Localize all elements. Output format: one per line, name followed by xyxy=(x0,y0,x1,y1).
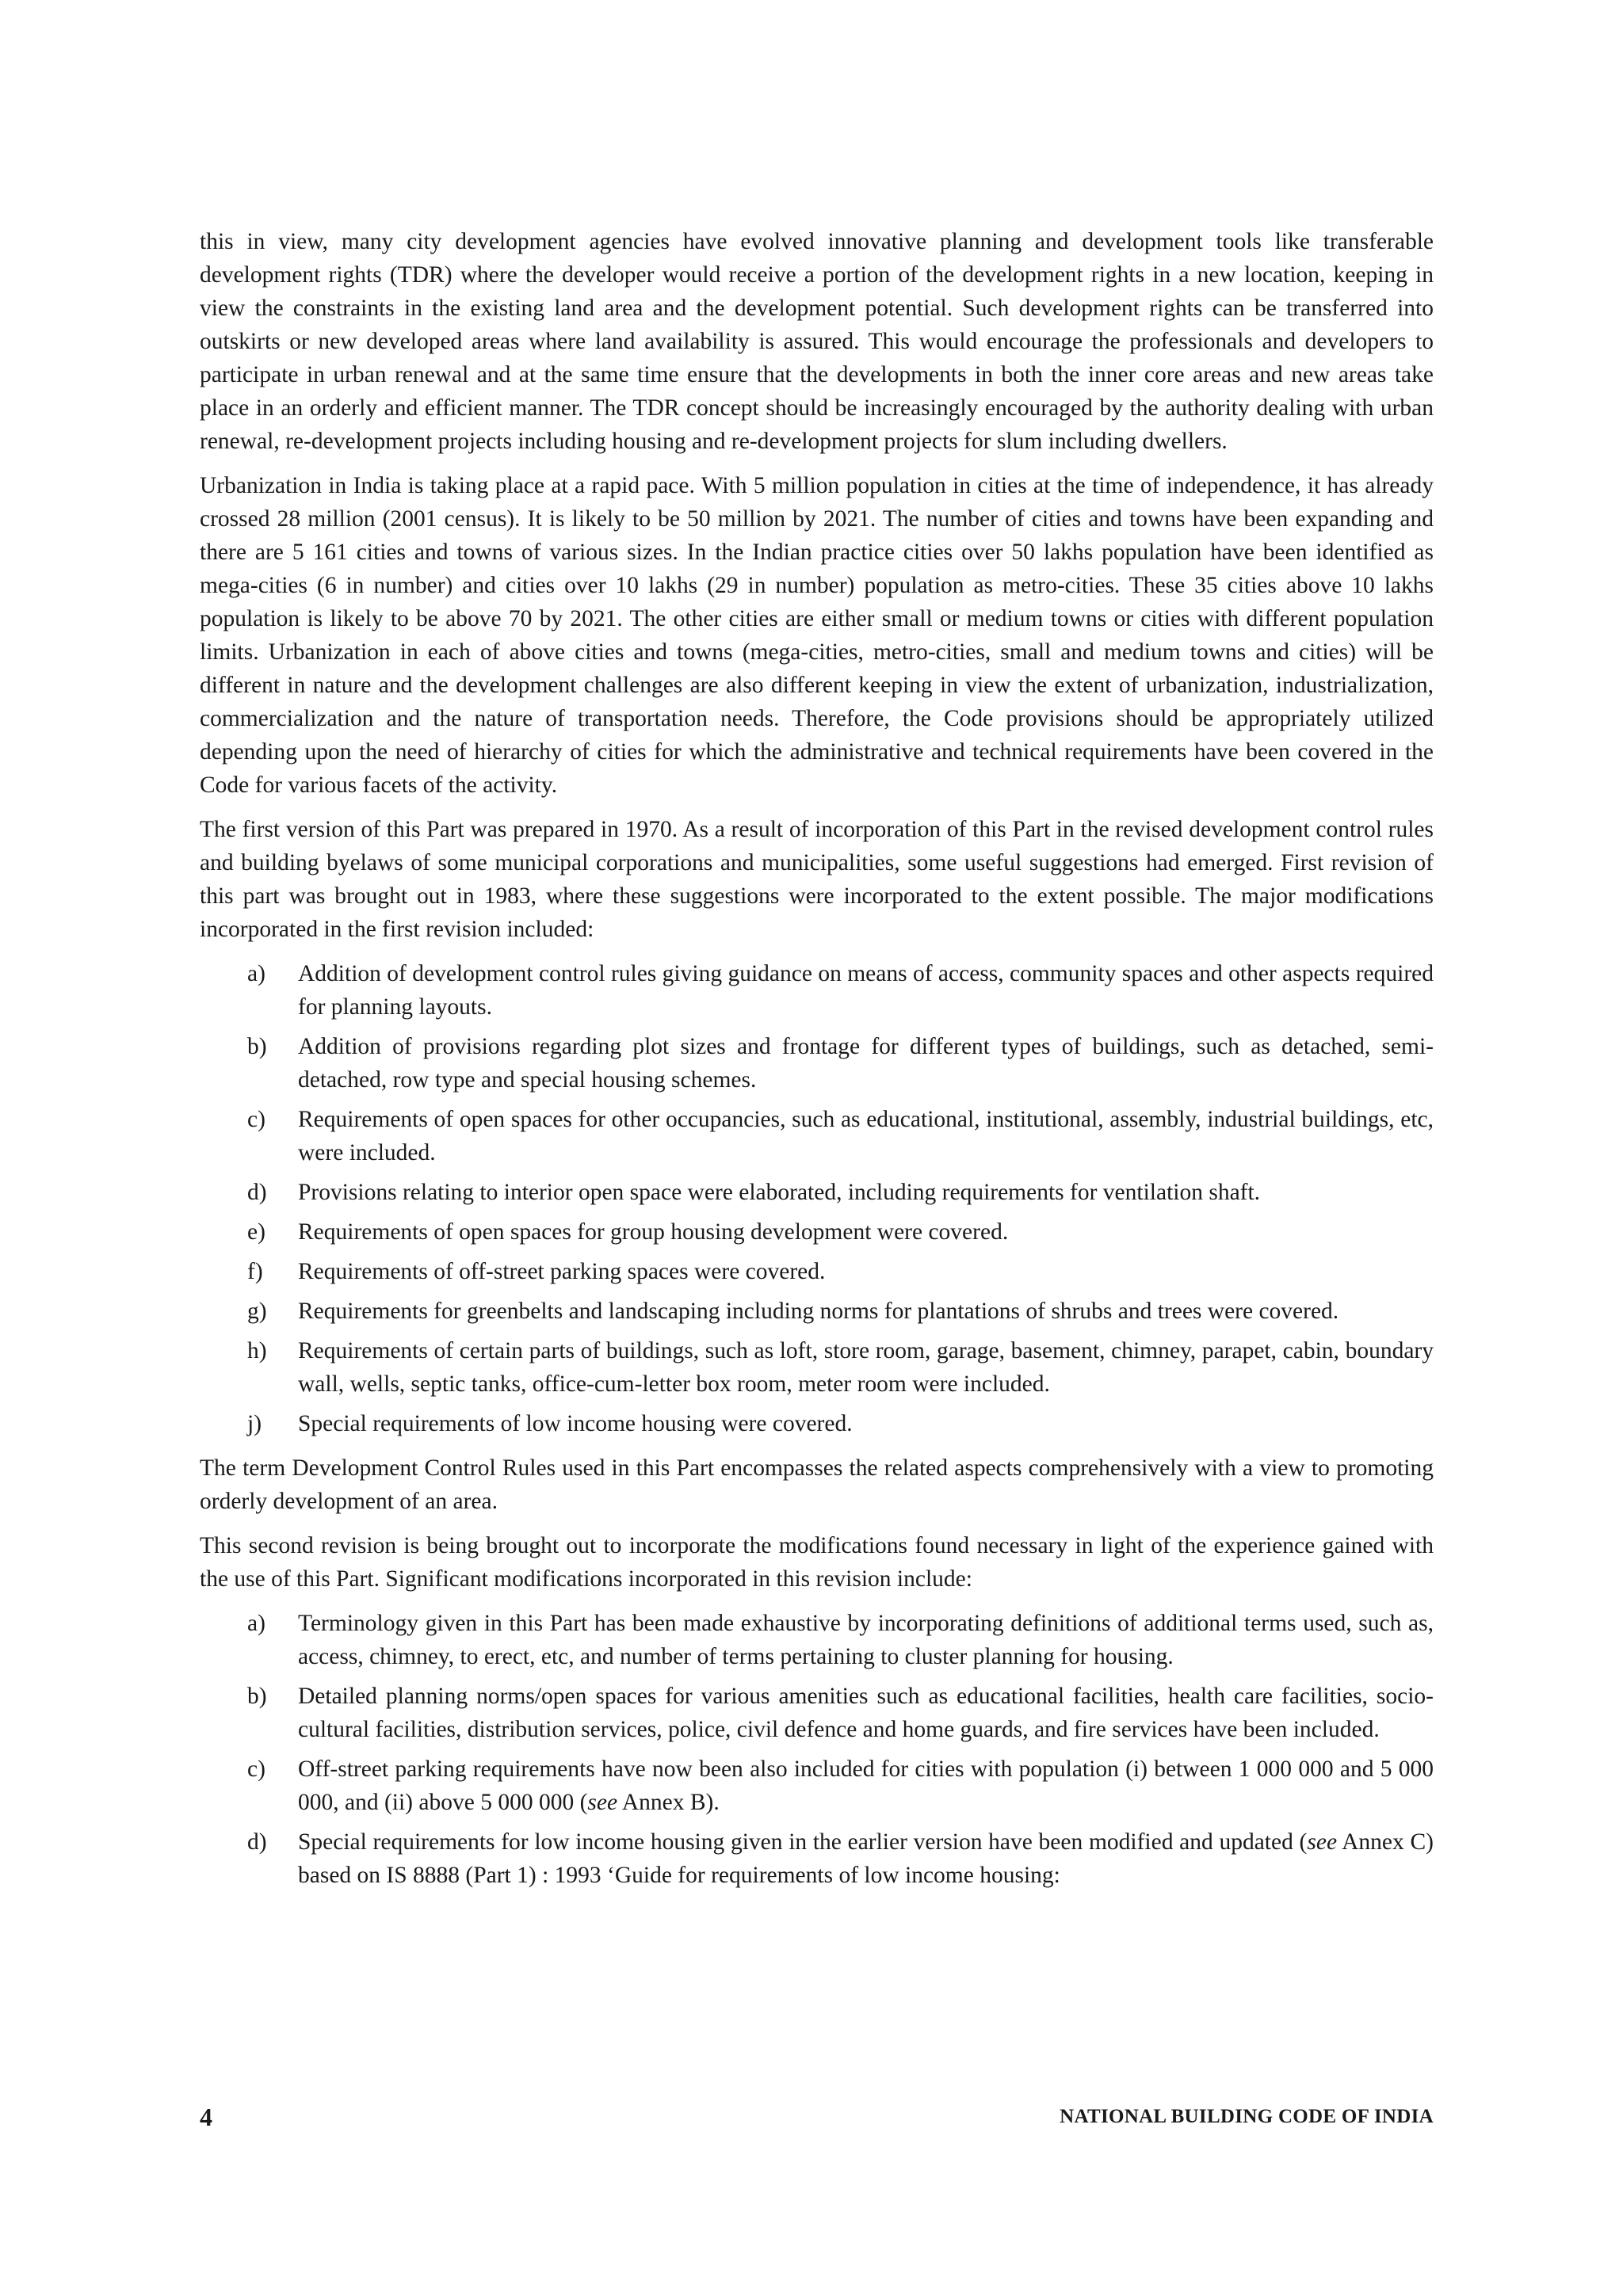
list-item xyxy=(200,1030,1434,1097)
list-item-text: Addition of provisions regarding plot sizes and frontage for different types of buildings, such as detached, semi-detached, row type and special housing schemes. xyxy=(298,1034,1434,1093)
list-item-label: h) xyxy=(247,1338,267,1363)
list-item xyxy=(200,1825,1434,1892)
list-item-text-end: Annex B). xyxy=(617,1790,720,1815)
list-item-text: Requirements for greenbelts and landscaping including norms for plantations of shrubs and trees were covered. xyxy=(298,1299,1339,1324)
list-item-text: Requirements of open spaces for group housing development were covered. xyxy=(298,1219,1009,1245)
list-item xyxy=(200,1407,1434,1440)
list-item-label: c) xyxy=(247,1756,265,1782)
list-item-label: j) xyxy=(247,1411,262,1436)
list-item-text-end: Annex C) based on IS 8888 (Part 1) : 1993 ‘Guide for requirements of low income housing: xyxy=(298,1829,1434,1888)
list-item-label: d) xyxy=(247,1829,267,1855)
second-revision-list xyxy=(200,1607,1434,1892)
list-item xyxy=(200,1680,1434,1746)
paragraph-tdr: this in view, many city development agencies have evolved innovative planning and development tools like transferable development rights (TDR) where the developer would receive a portion of the development rights in a new location, keeping in view the constraints in the existing land area and the development potential. Such development rights can be transferred into outskirts or new developed areas where land availability is assured. This would encourage the professionals and developers to participate in urban renewal and at the same time ensure that the developments in both the inner core areas and new areas take place in an orderly and efficient manner. The TDR concept should be increasingly encouraged by the authority dealing with urban renewal, re-development projects including housing and re-development projects for slum including dwellers. xyxy=(200,229,1434,454)
list-item xyxy=(200,1607,1434,1673)
list-item-label: g) xyxy=(247,1299,267,1324)
list-item xyxy=(200,1103,1434,1169)
paragraph-second-revision: This second revision is being brought out to incorporate the modifications found necessary in light of the experience gained with the use of this Part. Significant modifications incorporated in this revision include: xyxy=(200,1533,1434,1592)
paragraph-urbanization: Urbanization in India is taking place at a rapid pace. With 5 million population in cities at the time of independence, it has already crossed 28 million (2001 census). It is likely to be 50 million by 2021. The number of cities and towns have been expanding and there are 5 161 cities and towns of various sizes. In the Indian practice cities over 50 lakhs population have been identified as mega-cities (6 in number) and cities over 10 lakhs (29 in number) population as metro-cities. These 35 cities above 10 lakhs population is likely to be above 70 by 2021. The other cities are either small or medium towns or cities with different population limits. Urbanization in each of above cities and towns (mega-cities, metro-cities, small and medium towns and cities) will be different in nature and the development challenges are also different keeping in view the extent of urbanization, industrialization, commercialization and the nature of transportation needs. Therefore, the Code provisions should be appropriately utilized depending upon the need of hierarchy of cities for which the administrative and technical requirements have been covered in the Code for various facets of the activity. xyxy=(200,473,1434,798)
page-body xyxy=(200,225,1434,1903)
running-title: NATIONAL BUILDING CODE OF INDIA xyxy=(1060,2106,1434,2127)
list-item-label: b) xyxy=(247,1684,267,1709)
list-item xyxy=(200,1753,1434,1819)
list-item xyxy=(200,1334,1434,1401)
list-item-label: b) xyxy=(247,1034,267,1059)
list-item-text: Provisions relating to interior open space were elaborated, including requirements for ventilation shaft. xyxy=(298,1180,1261,1205)
list-item-label: f) xyxy=(247,1259,263,1284)
list-item xyxy=(200,1176,1434,1209)
list-item xyxy=(200,957,1434,1024)
page-number: 4 xyxy=(200,2103,212,2131)
list-item-text: Requirements of certain parts of buildings, such as loft, store room, garage, basement, chimney, parapet, cabin, boundary wall, wells, septic tanks, office-cum-letter box room, meter room were included. xyxy=(298,1338,1434,1397)
list-item-label: e) xyxy=(247,1219,265,1245)
list-item-text: Addition of development control rules giving guidance on means of access, community spaces and other aspects required for planning layouts. xyxy=(298,961,1434,1020)
list-item-text-start: Special requirements for low income housing given in the earlier version have been modified and updated ( xyxy=(298,1829,1308,1855)
paragraph-development-control-rules: The term Development Control Rules used in this Part encompasses the related aspects comprehensively with a view to promoting orderly development of an area. xyxy=(200,1455,1434,1514)
list-item-label: d) xyxy=(247,1180,267,1205)
list-item-text: Special requirements of low income housing were covered. xyxy=(298,1411,853,1436)
list-item xyxy=(200,1255,1434,1288)
first-revision-list xyxy=(200,957,1434,1440)
list-item-text: Requirements of off-street parking spaces were covered. xyxy=(298,1259,826,1284)
list-item-label: a) xyxy=(247,1611,265,1636)
see-reference: see xyxy=(587,1790,618,1815)
list-item-label: c) xyxy=(247,1107,265,1132)
list-item-text-start: Off-street parking requirements have now been also included for cities with population (i) between 1 000 000 and 5 000 000, and (ii) above 5 000 000 ( xyxy=(298,1756,1434,1815)
list-item xyxy=(200,1295,1434,1328)
see-reference: see xyxy=(1307,1829,1338,1855)
list-item-text: Detailed planning norms/open spaces for various amenities such as educational facilities, health care facilities, socio-cultural facilities, distribution services, police, civil defence and home guards, and fire services have been included. xyxy=(298,1684,1434,1742)
list-item-label: a) xyxy=(247,961,265,986)
list-item-text: Terminology given in this Part has been made exhaustive by incorporating definitions of additional terms used, such as, access, chimney, to erect, etc, and number of terms pertaining to cluster planning for housing. xyxy=(298,1611,1434,1669)
list-item xyxy=(200,1215,1434,1249)
paragraph-first-version: The first version of this Part was prepared in 1970. As a result of incorporation of this Part in the revised development control rules and building byelaws of some municipal corporations and municipalities, some useful suggestions had emerged. First revision of this part was brought out in 1983, where these suggestions were incorporated to the extent possible. The major modifications incorporated in the first revision included: xyxy=(200,817,1434,942)
list-item-text: Requirements of open spaces for other occupancies, such as educational, institutional, assembly, industrial buildings, etc, were included. xyxy=(298,1107,1434,1165)
